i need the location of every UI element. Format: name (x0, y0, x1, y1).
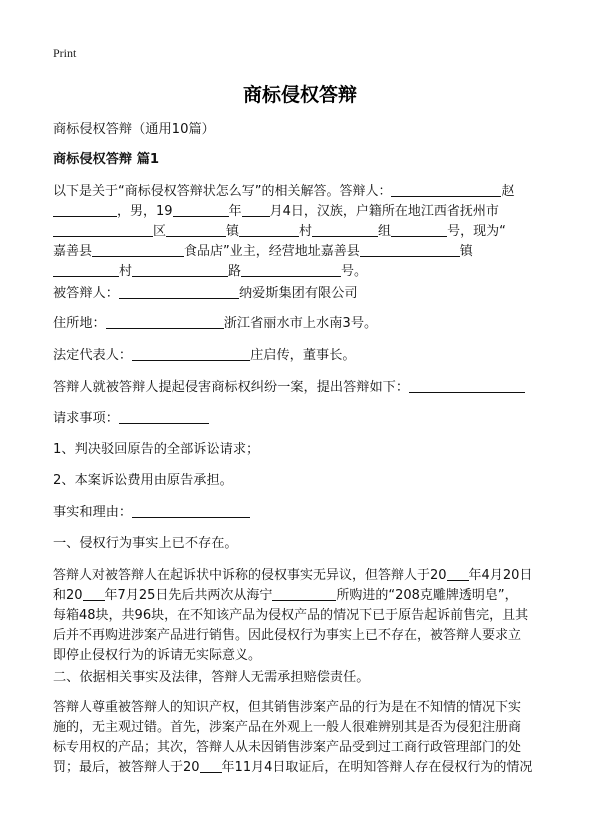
facts-label: 事实和理由： (53, 505, 133, 520)
defense-intro: 答辩人就被答辩人提起侵害商标权纠纷一案，提出答辩如下： (53, 380, 410, 395)
respondent-label: 被答辩人： (53, 286, 119, 301)
blank-line (447, 566, 469, 581)
blank-line (132, 346, 250, 361)
blank-line (391, 182, 501, 197)
address-label: 住所地： (53, 316, 106, 331)
body-text: 年11月4日取证后，在明知答辩人存在侵权行为的情况 (221, 760, 533, 775)
claims-label: 请求事项： (53, 411, 119, 426)
claim-1: 1、判决驳回原告的全部诉讼请求； (53, 442, 260, 457)
body-text: 答辩人尊重被答辩人的知识产权，但其销售涉案产品的行为是在不知情的情况下实 (53, 700, 522, 715)
legal-rep-line (53, 346, 356, 366)
intro-text: 号，现为“ (447, 224, 506, 239)
claim-2: 2、本案诉讼费用由原告承担。 (53, 473, 233, 488)
intro-text: 嘉善县 (53, 244, 93, 259)
blank-line (119, 409, 209, 424)
blank-line (360, 242, 460, 257)
blank-line (53, 222, 153, 237)
address-value: 浙江省丽水市上水南3号。 (223, 316, 378, 331)
blank-line (92, 242, 184, 257)
address-line (53, 314, 377, 334)
intro-text: 以下是关于“商标侵权答辩状怎么写”的相关解答。答辩人： (53, 184, 392, 199)
intro-text: 路 (228, 264, 242, 279)
body-text: 施的，无主观过错。首先，涉案产品在外观上一般人很难辨别其是否为侵犯注册商 (53, 720, 522, 735)
blank-line (106, 314, 224, 329)
body-text: 年4月20日 (468, 568, 533, 583)
blank-line (53, 202, 117, 217)
intro-text: 食品店”业主，经营地址嘉善县 (184, 244, 360, 259)
body-text: 所购进的“208克雕牌透明皂”， (336, 588, 518, 603)
print-link[interactable]: Print (53, 46, 77, 60)
intro-text: 年 (228, 204, 242, 219)
page-title: 商标侵权答辩 (242, 84, 357, 106)
legal-rep-label: 法定代表人： (53, 348, 133, 363)
defense-intro-line (53, 378, 525, 398)
blank-line (200, 758, 222, 773)
body-text: 标专用权的产品；其次，答辩人从未因销售涉案产品受到过工商行政管理部门的处 (53, 740, 522, 755)
blank-line (312, 222, 378, 237)
facts-line (53, 503, 250, 523)
respondent-line (53, 284, 358, 304)
intro-text: 区 (153, 224, 167, 239)
point-2-heading: 二、依据相关事实及法律，答辩人无需承担赔偿责任。 (53, 670, 370, 685)
intro-text: 镇 (459, 244, 473, 259)
blank-line (242, 202, 270, 217)
intro-text: 号。 (341, 264, 368, 279)
intro-text: 镇 (226, 224, 240, 239)
blank-line (391, 222, 447, 237)
blank-line (132, 503, 250, 518)
blank-line (132, 262, 228, 277)
intro-text: 村 (299, 224, 313, 239)
intro-paragraph (53, 182, 553, 282)
body-text: 每箱48块，共96块，在不知该产品为侵权产品的情况下已于原告起诉前售完，且其 (53, 608, 529, 623)
body-text: 罚；最后，被答辩人于20 (53, 760, 200, 775)
subtitle: 商标侵权答辩（通用10篇） (53, 122, 215, 137)
respondent-value: 纳爱斯集团有限公司 (238, 286, 358, 301)
blank-line (241, 262, 341, 277)
section-heading: 商标侵权答辩 篇1 (53, 152, 160, 167)
legal-rep-value: 庄启传，董事长。 (250, 348, 356, 363)
blank-line (53, 262, 119, 277)
blank-line (409, 378, 525, 393)
intro-text: 组 (378, 224, 392, 239)
blank-line (119, 284, 239, 299)
intro-text: ，男，19 (117, 204, 173, 219)
body-text: 和20 (53, 588, 83, 603)
intro-text: 村 (119, 264, 133, 279)
blank-line (272, 586, 336, 601)
point-1-heading: 一、侵权行为事实上已不存在。 (53, 536, 238, 551)
intro-text: 赵 (501, 184, 515, 199)
intro-text: 月4日，汉族，户籍所在地江西省抚州市 (269, 204, 499, 219)
body-text: 后并不再购进涉案产品进行销售。因此侵权行为事实上已不存在，被答辩人要求立 (53, 628, 522, 643)
blank-line (239, 222, 299, 237)
claims-line (53, 409, 209, 429)
blank-line (166, 222, 226, 237)
body-text: 年7月25日先后共两次从海宁 (104, 588, 273, 603)
point-1-paragraph (53, 566, 553, 666)
body-text: 即停止侵权行为的诉请无实际意义。 (53, 648, 262, 663)
body-text: 答辩人对被答辩人在起诉状中诉称的侵权事实无异议，但答辩人于20 (53, 568, 447, 583)
point-2-paragraph (53, 698, 553, 778)
blank-line (83, 586, 105, 601)
blank-line (173, 202, 229, 217)
